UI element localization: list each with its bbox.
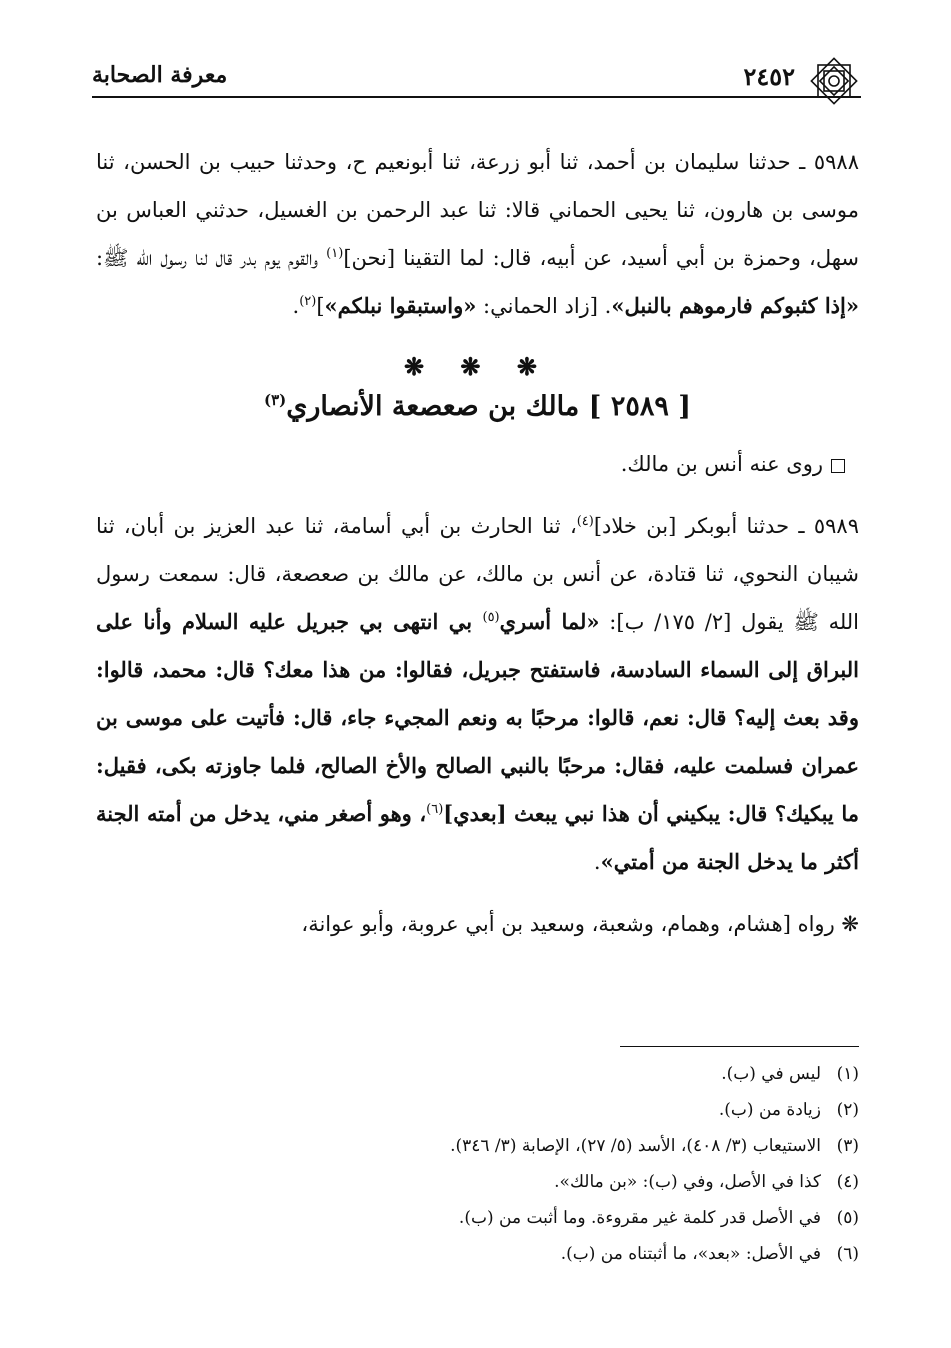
footnote-ref-6: (٦) [426, 802, 444, 817]
header-rule [92, 96, 861, 98]
square-bullet-icon [831, 459, 845, 473]
hadith-5988-quote-2: «واستبقوا نبلكم» [324, 293, 477, 318]
section-heading-text: [ ٢٥٨٩ ] مالك بن صعصعة الأنصاري [286, 391, 692, 422]
footnote-ref-1: (١) [326, 246, 344, 261]
footnote [96, 1092, 859, 1128]
hadith-5989-text-3: . [593, 850, 601, 874]
hadith-5988 [96, 138, 859, 330]
footnote-text: في الأصل قدر كلمة غير مقروءة. وما أثبت من (ب). [458, 1208, 821, 1228]
riwaya-line: ❋ رواه [هشام، وهمام، وشعبة، وسعيد بن أبي عروبة، وأبو عوانة، [301, 912, 859, 936]
footnote [96, 1200, 859, 1236]
footnotes [96, 1056, 859, 1272]
footnote-ref-3: (٣) [263, 391, 287, 409]
hadith-5988-text-4: ] [316, 294, 325, 318]
hadith-5989-text: ٥٩٨٩ ـ حدثنا أبوبكر [بن خلاد] [593, 514, 859, 538]
page-body [96, 138, 859, 948]
footnote [96, 1164, 859, 1200]
section-heading [96, 391, 859, 422]
footnote-ref-2: (٢) [299, 294, 317, 309]
footnote-text: كذا في الأصل، وفي (ب): «بن مالك». [554, 1172, 821, 1192]
footnote-number: (٣) [836, 1136, 859, 1156]
hadith-5988-quote: «إذا كثبوكم فارموهم بالنبل» [611, 293, 859, 318]
footnote [96, 1056, 859, 1092]
narrator-note [96, 440, 845, 488]
footnote [96, 1128, 859, 1164]
hadith-5989 [96, 502, 859, 886]
footnote-number: (٥) [836, 1208, 859, 1228]
footnote-number: (٦) [836, 1244, 859, 1264]
footnote-ref-5: (٥) [482, 610, 500, 625]
footnote-text: ليس في (ب). [721, 1064, 821, 1084]
running-title: معرفة الصحابة [92, 62, 228, 88]
footnote-text: الاستيعاب (٣/ ٤٠٨)، الأسد (٥/ ٢٧)، الإصابة (٣/ ٣٤٦). [450, 1136, 821, 1156]
page-header [92, 58, 861, 98]
footnote-number: (٤) [836, 1172, 859, 1192]
section-separator: ❋ ❋ ❋ [403, 352, 552, 381]
hadith-5989-quote-3: ، وهو أصغر مني، يدخل من أمته الجنة أكثر ما يدخل الجنة من أمتي» [96, 801, 859, 874]
footnote-number: (٢) [836, 1100, 859, 1120]
hadith-5988-text-2: والقوم يوم بدر قال لنا رسول الله ﷺ: [96, 246, 327, 270]
footnote-number: (١) [836, 1064, 859, 1084]
hadith-5988-text: ٥٩٨٨ ـ حدثنا سليمان بن أحمد، ثنا أبو زرعة، ثنا أبونعيم ح، وحدثنا حبيب بن الحسن، ثنا موسى بن هارون، ثنا يحيى الحماني قالا: ثنا عبد الرحمن بن الغسيل، حدثني العباس بن سهل، وحمزة بن أبي أسيد، عن أبيه، قال: لما التقينا [نحن] [96, 150, 859, 270]
hadith-5989-text-2: ، ثنا الحارث بن أبي أسامة، ثنا عبد العزيز بن أبان، ثنا شيبان النحوي، ثنا قتادة، عن أنس بن مالك، عن مالك بن صعصعة، قال: سمعت رسول الله ﷺ يقول [٢/ ١٧٥/ ب]: [96, 514, 860, 634]
footnote [96, 1236, 859, 1272]
footnote-ref-4: (٤) [576, 514, 594, 529]
narrator-note-text: روى عنه أنس بن مالك. [620, 452, 823, 476]
hadith-5988-text-5: . [292, 294, 300, 318]
footnote-rule [620, 1046, 859, 1047]
footnote-text: في الأصل: «بعد»، ما أثبتناه من (ب). [560, 1244, 821, 1264]
page-number: ٢٤٥٢ [743, 62, 795, 91]
footnote-text: زيادة من (ب). [718, 1100, 821, 1120]
hadith-5989-quote: «لما أسري [499, 609, 600, 634]
octagram-ornament-icon [807, 54, 861, 108]
hadith-5989-quote-2: بي انتهى بي جبريل عليه السلام وأنا على البراق إلى السماء السادسة، فاستفتح جبريل، فقالوا: من هذا معك؟ قال: محمد، قالوا: وقد بعث إليه؟ قال: نعم، قالوا: مرحبًا به ونعم المجيء جاء، قال: فأتيت على موسى بن عمران فسلمت عليه، فقال: مرحبًا بالنبي الصالح والأخ الصالح، فلما جاوزته بكى، فقيل: ما يبكيك؟ قال: يبكيني أن هذا نبي يبعث [بعدي] [96, 609, 859, 826]
hadith-5988-text-3: . [زاد الحماني: [476, 294, 612, 318]
